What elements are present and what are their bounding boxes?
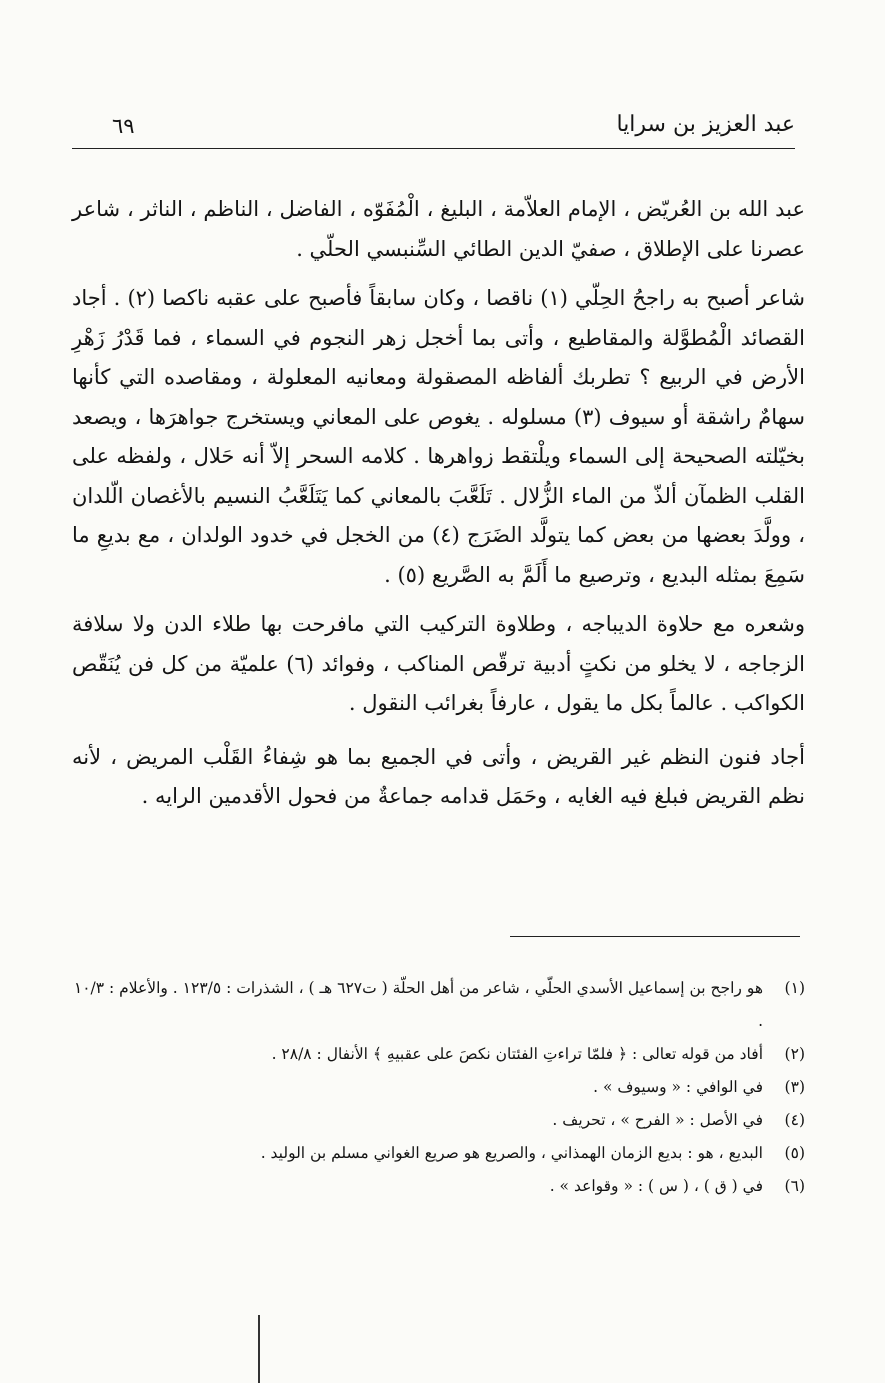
footnote-number: (١) [784,979,805,997]
footnote-number: (٢) [784,1045,805,1063]
main-text [72,190,805,831]
page-number: ٦٩ [112,114,135,138]
footnote [72,1137,805,1170]
footnote-number: (٤) [784,1111,805,1129]
paragraph: أجاد فنون النظم غير القريض ، وأتى في الجميع بما هو شِفاءُ القَلْب المريض ، لأنه نظم القريض فبلغ فيه الغايه ، وحَمَل قدامه جماعةٌ من فحول الأقدمين الرايه . [72,744,805,808]
footnote-text: في ( ق ) ، ( س ) : « وقواعد » . [549,1177,763,1195]
footnote-text: في الوافي : « وسيوف » . [593,1078,763,1096]
footnotes [72,972,805,1203]
footnote-divider [510,936,800,937]
footnote [72,1104,805,1137]
footnote [72,1038,805,1071]
paragraph: عبد الله بن العُريّض ، الإمام العلاّمة ، البليغ ، الْمُفَوّه ، الفاضل ، الناظم ، الناثر ، شاعر عصرنا على الإطلاق ، صفيّ الدين الطائي السِّنبسي الحلّي . [72,197,805,261]
footnote-number: (٣) [784,1078,805,1096]
paragraph: وشعره مع حلاوة الديباجه ، وطلاوة التركيب التي مافرحت بها طلاء الدن ولا سلافة الزجاجه ، لا يخلو من نكتٍ أدبية ترقّص المناكب ، وفوائد (٦) علميّة من كل فن يُنَقّص الكواكب . عالماً بكل ما يقول ، عارفاً بغرائب النقول . [72,612,805,715]
footnote-text: البديع ، هو : بديع الزمان الهمذاني ، والصريع هو صريع الغواني مسلم بن الوليد . [260,1144,763,1162]
footnote-text: هو راجح بن إسماعيل الأسدي الحلّي ، شاعر من أهل الحلّة ( ت٦٢٧ هـ ) ، الشذرات : ١٢٣/٥ . والأعلام : ١٠/٣ . [73,979,763,1030]
book-title: عبد العزيز بن سرايا [616,112,795,137]
footnote-number: (٦) [784,1177,805,1195]
footnote [72,972,805,1038]
footnote-text: أفاد من قوله تعالى : ﴿ فلمّا تراءتِ الفئتان نكصَ على عقبيهِ ﴾ الأنفال : ٢٨/٨ . [271,1045,763,1063]
footnote [72,1071,805,1104]
footnote-number: (٥) [784,1144,805,1162]
footnote [72,1170,805,1203]
footnote-text: في الأصل : « الفرح » ، تحريف . [552,1111,763,1129]
running-header [72,108,795,149]
scan-binding-line [258,1315,260,1383]
paragraph: شاعر أصبح به راجحُ الحِلّي (١) ناقصا ، وكان سابقاً فأصبح على عقبه ناكصا (٢) . أجاد القصائد الْمُطوَّلة والمقاطيع ، وأتى بما أخجل زهر النجوم في السماء ، فما قَدْرُ زَهْرِ الأرض في الربيع ؟ تطربك ألفاظه المصقولة ومعانيه المعلولة ، ومقاصده التي كأنها سهامٌ راشقة أو سيوف (٣) مسلوله . يغوص على المعاني ويستخرج جواهرَها ، ويصعد بخيّلته الصحيحة إلى السماء ويلْتقط زواهرها . كلامه السحر إلاّ أنه حَلال ، ولفظه على القلب الظمآن ألذّ من الماء الزُّلال . تَلَعَّبَ بالمعاني كما يَتَلَعَّبُ النسيم بالأغصان الّلدان ، وولَّدَ بعضها من بعض كما يتولَّد الضَرَج (٤) من الخجل في خدود الولدان ، مع بديعِ ما سَمِعَ بمثله البديع ، وترصيع ما أَلَمَّ به الصَّريع (٥) . [72,286,805,587]
